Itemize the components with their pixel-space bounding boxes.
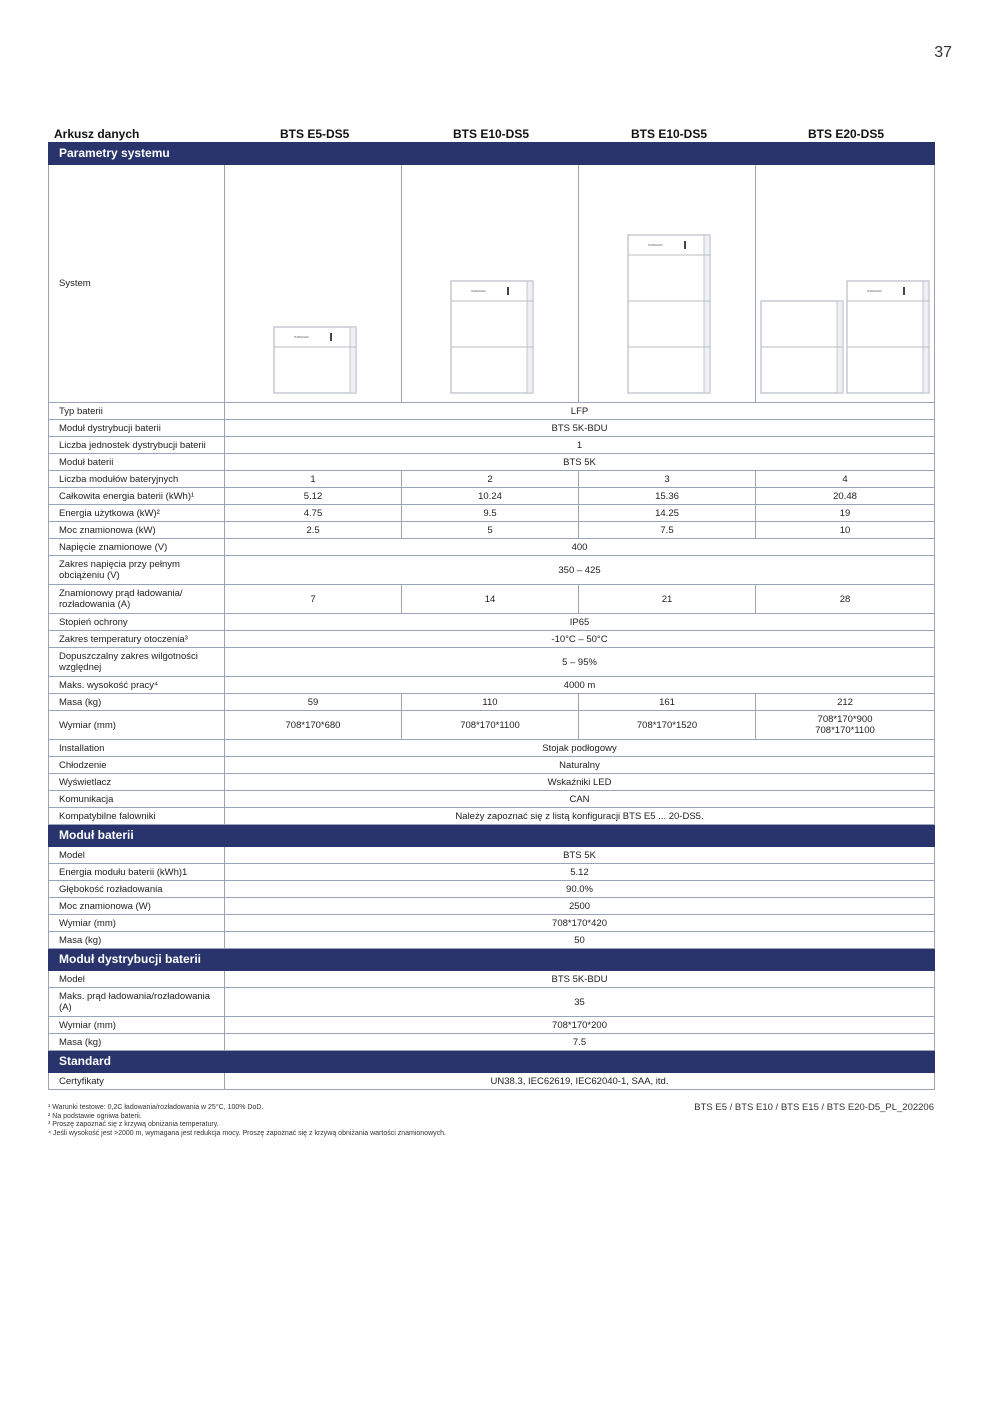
row-value: 2.5 — [225, 522, 402, 539]
section-title: Moduł dystrybucji baterii — [49, 949, 935, 971]
row-value: 14 — [402, 585, 579, 614]
row-label: Liczba modułów bateryjnych — [49, 471, 225, 488]
row-label: Maks. wysokość pracy⁴ — [49, 677, 225, 694]
table-row — [49, 677, 935, 694]
section-title: Parametry systemu — [49, 143, 935, 165]
row-label: Model — [49, 971, 225, 988]
system-image-cell — [225, 165, 402, 403]
row-label: Moduł dystrybucji baterii — [49, 420, 225, 437]
row-label: Masa (kg) — [49, 932, 225, 949]
row-label: Zakres napięcia przy pełnym obciążeniu (V) — [49, 556, 225, 585]
row-value: 5 — [402, 522, 579, 539]
table-row — [49, 864, 935, 881]
section-title: Moduł baterii — [49, 825, 935, 847]
system-image-cell — [579, 165, 756, 403]
row-value: 708*170*900 708*170*1100 — [756, 711, 935, 740]
battery-cabinet-drawing — [273, 326, 359, 396]
row-value: 2500 — [225, 898, 935, 915]
row-label: Masa (kg) — [49, 1034, 225, 1051]
header-model-1: BTS E5-DS5 — [280, 127, 350, 141]
row-value: 4 — [756, 471, 935, 488]
row-label: Maks. prąd ładowania/rozładowania (A) — [49, 988, 225, 1017]
header-model-3: BTS E10-DS5 — [631, 127, 708, 141]
battery-cabinet-drawing — [846, 280, 932, 396]
row-value: 5.12 — [225, 864, 935, 881]
row-value: 10 — [756, 522, 935, 539]
row-label: System — [49, 165, 225, 403]
row-label: Wymiar (mm) — [49, 1017, 225, 1034]
row-value: 161 — [579, 694, 756, 711]
row-value: 7.5 — [225, 1034, 935, 1051]
cabinet-logo: ᴴᵁᴬᴺᴳᴳᴬᴺ — [867, 289, 882, 294]
row-label: Znamionowy prąd ładowania/ rozładowania (A) — [49, 585, 225, 614]
system-drawing — [756, 165, 934, 402]
section-standard — [49, 1051, 935, 1073]
header-title: Arkusz danych — [54, 127, 140, 141]
row-label: Moc znamionowa (W) — [49, 898, 225, 915]
row-value: 4.75 — [225, 505, 402, 522]
row-value: 7 — [225, 585, 402, 614]
row-value: 15.36 — [579, 488, 756, 505]
table-row — [49, 420, 935, 437]
table-row — [49, 631, 935, 648]
row-label: Dopuszczalny zakres wilgotności względnej — [49, 648, 225, 677]
row-label: Typ baterii — [49, 403, 225, 420]
row-value: 350 – 425 — [225, 556, 935, 585]
footnote: ¹ Warunki testowe: 0,2C ładowania/rozładowania w 25°C, 100% DoD. — [48, 1104, 264, 1111]
section-distribution-module — [49, 949, 935, 971]
row-label: Zakres temperatury otoczenia³ — [49, 631, 225, 648]
table-row — [49, 847, 935, 864]
row-label: Całkowita energia baterii (kWh)¹ — [49, 488, 225, 505]
row-value: 708*170*680 — [225, 711, 402, 740]
row-label: Wymiar (mm) — [49, 915, 225, 932]
row-value: Wskaźniki LED — [225, 774, 935, 791]
row-label: Energia modułu baterii (kWh)1 — [49, 864, 225, 881]
row-label: Certyfikaty — [49, 1073, 225, 1090]
header-model-4: BTS E20-DS5 — [808, 127, 885, 141]
row-value: 708*170*1100 — [402, 711, 579, 740]
row-value: 5 – 95% — [225, 648, 935, 677]
table-row — [49, 1034, 935, 1051]
table-row — [49, 757, 935, 774]
table-row — [49, 898, 935, 915]
row-value: 90.0% — [225, 881, 935, 898]
row-label: Wyświetlacz — [49, 774, 225, 791]
system-images-row — [49, 165, 935, 403]
table-row — [49, 614, 935, 631]
row-value: IP65 — [225, 614, 935, 631]
table-row — [49, 648, 935, 677]
row-label: Kompatybilne falowniki — [49, 808, 225, 825]
row-label: Chłodzenie — [49, 757, 225, 774]
row-value: Stojak podłogowy — [225, 740, 935, 757]
row-value: 20.48 — [756, 488, 935, 505]
footnote: ⁴ Jeśli wysokość jest >2000 m, wymagana jest redukcja mocy. Proszę zapoznać się z krzywą obniżania wartości znamionowych. — [48, 1129, 446, 1137]
row-label: Komunikacja — [49, 791, 225, 808]
table-row — [49, 932, 935, 949]
system-image-cell — [402, 165, 579, 403]
row-label: Moduł baterii — [49, 454, 225, 471]
table-row — [49, 915, 935, 932]
row-value: 5.12 — [225, 488, 402, 505]
table-row — [49, 740, 935, 757]
table-row — [49, 556, 935, 585]
footnote: ² Na podstawie ogniwa baterii. — [48, 1112, 142, 1120]
cabinet-logo: ᴴᵁᴬᴺᴳᴳᴬᴺ — [294, 335, 309, 340]
table-row — [49, 522, 935, 539]
row-value: BTS 5K — [225, 454, 935, 471]
row-value: BTS 5K-BDU — [225, 971, 935, 988]
row-value: 28 — [756, 585, 935, 614]
table-row — [49, 505, 935, 522]
page-number: 37 — [934, 44, 952, 61]
table-row — [49, 585, 935, 614]
row-value: UN38.3, IEC62619, IEC62040-1, SAA, itd. — [225, 1073, 935, 1090]
row-label: Masa (kg) — [49, 694, 225, 711]
table-row — [49, 437, 935, 454]
row-label: Installation — [49, 740, 225, 757]
row-value: 7.5 — [579, 522, 756, 539]
row-value: 59 — [225, 694, 402, 711]
footnote: ³ Proszę zapoznać się z krzywą obniżania temperatury. — [48, 1121, 219, 1128]
row-value: 400 — [225, 539, 935, 556]
row-label: Wymiar (mm) — [49, 711, 225, 740]
table-row — [49, 791, 935, 808]
cabinet-logo: ᴴᵁᴬᴺᴳᴳᴬᴺ — [471, 289, 486, 294]
row-label: Głębokość rozładowania — [49, 881, 225, 898]
table-row — [49, 881, 935, 898]
table-row — [49, 488, 935, 505]
row-value: 2 — [402, 471, 579, 488]
row-value: 50 — [225, 932, 935, 949]
row-value: 21 — [579, 585, 756, 614]
datasheet-table — [48, 142, 935, 1090]
table-row — [49, 808, 935, 825]
row-value: BTS 5K — [225, 847, 935, 864]
row-value: 4000 m — [225, 677, 935, 694]
row-value: 10.24 — [402, 488, 579, 505]
row-value: 212 — [756, 694, 935, 711]
header-model-2: BTS E10-DS5 — [453, 127, 530, 141]
section-system-parameters — [49, 143, 935, 165]
table-row — [49, 1073, 935, 1090]
table-row — [49, 471, 935, 488]
row-value: 14.25 — [579, 505, 756, 522]
row-value: Należy zapoznać się z listą konfiguracji BTS E5 ... 20-DS5. — [225, 808, 935, 825]
row-value: 3 — [579, 471, 756, 488]
row-value: 708*170*420 — [225, 915, 935, 932]
row-value: 19 — [756, 505, 935, 522]
row-value: 110 — [402, 694, 579, 711]
system-drawing — [225, 165, 401, 402]
table-row — [49, 988, 935, 1017]
row-label: Energia użytkowa (kW)² — [49, 505, 225, 522]
cabinet-logo: ᴴᵁᴬᴺᴳᴳᴬᴺ — [648, 243, 663, 248]
document-reference: BTS E5 / BTS E10 / BTS E15 / BTS E20-D5_PL_202206 — [694, 1102, 934, 1113]
table-header — [48, 124, 934, 142]
row-value: -10°C – 50°C — [225, 631, 935, 648]
row-value: LFP — [225, 403, 935, 420]
table-row — [49, 539, 935, 556]
table-row — [49, 1017, 935, 1034]
footnotes — [48, 1104, 446, 1138]
row-label: Napięcie znamionowe (V) — [49, 539, 225, 556]
section-battery-module — [49, 825, 935, 847]
row-label: Liczba jednostek dystrybucji baterii — [49, 437, 225, 454]
table-row — [49, 694, 935, 711]
battery-cabinet-drawing — [760, 300, 846, 396]
row-value: 35 — [225, 988, 935, 1017]
row-label: Stopień ochrony — [49, 614, 225, 631]
system-drawing — [579, 165, 755, 402]
table-row — [49, 971, 935, 988]
row-value: 1 — [225, 437, 935, 454]
table-row — [49, 454, 935, 471]
row-label: Model — [49, 847, 225, 864]
battery-cabinet-drawing — [627, 234, 713, 396]
row-value: 708*170*200 — [225, 1017, 935, 1034]
row-value: 1 — [225, 471, 402, 488]
row-value: 9.5 — [402, 505, 579, 522]
battery-cabinet-drawing — [450, 280, 536, 396]
table-row — [49, 403, 935, 420]
system-drawing — [402, 165, 578, 402]
row-value: 708*170*1520 — [579, 711, 756, 740]
row-value: Naturalny — [225, 757, 935, 774]
row-label: Moc znamionowa (kW) — [49, 522, 225, 539]
section-title: Standard — [49, 1051, 935, 1073]
table-row — [49, 774, 935, 791]
table-row — [49, 711, 935, 740]
row-value: BTS 5K-BDU — [225, 420, 935, 437]
system-image-cell — [756, 165, 935, 403]
row-value: CAN — [225, 791, 935, 808]
